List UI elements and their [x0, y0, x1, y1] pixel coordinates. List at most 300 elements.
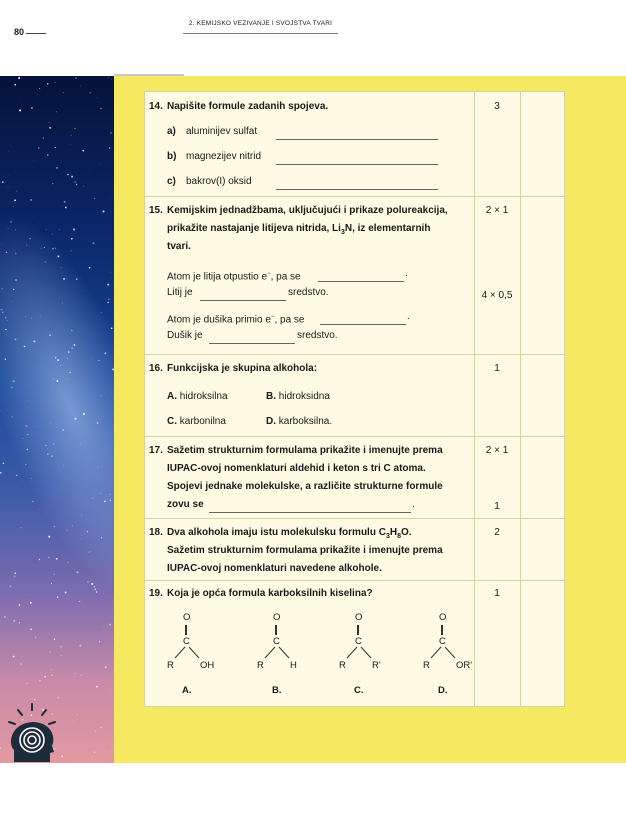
- star: [71, 347, 73, 349]
- star: [51, 675, 52, 676]
- option-b[interactable]: [266, 388, 330, 406]
- star: [55, 147, 56, 148]
- prompt-text: Dva alkohola imaju istu molekulsku formulu C: [167, 527, 386, 538]
- answer-line[interactable]: [318, 281, 404, 282]
- row-divider: [145, 518, 564, 519]
- star: [76, 571, 78, 573]
- star: [31, 478, 32, 479]
- star: [47, 83, 48, 84]
- r-group-label: R: [167, 660, 174, 671]
- item-text: magnezijev nitrid: [186, 151, 262, 162]
- item-letter: c): [167, 176, 176, 187]
- star: [87, 581, 89, 583]
- star: [54, 574, 55, 575]
- option-text: karbonilna: [179, 416, 226, 427]
- question-prompt-line: Sažetim strukturnim formulama prikažite i imenujte prema: [167, 445, 443, 456]
- star: [67, 174, 69, 176]
- star: [52, 234, 53, 235]
- star: [13, 380, 15, 382]
- answer-line[interactable]: [209, 512, 411, 513]
- star: [19, 101, 20, 102]
- thinking-head-icon: [4, 702, 60, 762]
- star: [28, 408, 29, 409]
- star: [48, 536, 50, 538]
- option-text: karboksilna.: [278, 416, 333, 427]
- row-divider: [145, 580, 564, 581]
- star: [97, 422, 99, 424]
- item-letter: a): [167, 126, 176, 137]
- bond-lines: [253, 646, 313, 660]
- question-points: 1: [494, 501, 500, 512]
- answer-line[interactable]: [320, 324, 406, 325]
- star: [57, 255, 59, 257]
- superscript: −: [267, 271, 271, 277]
- fill-text: sredstvo.: [288, 287, 329, 298]
- star: [111, 272, 112, 273]
- star: [81, 515, 82, 516]
- star: [101, 727, 102, 728]
- star: [15, 229, 16, 230]
- star: [10, 221, 12, 223]
- row-divider: [145, 196, 564, 197]
- star: [0, 747, 1, 749]
- star: [35, 637, 36, 638]
- star: [95, 731, 96, 732]
- item-text: aluminijev sulfat: [186, 126, 258, 137]
- question-prompt: Napišite formule zadanih spojeva.: [167, 101, 329, 112]
- fill-text: Atom je litija otpustio e: [167, 271, 268, 283]
- page-number-rule: [26, 33, 46, 34]
- star: [4, 616, 6, 618]
- star: [75, 77, 76, 78]
- star: [81, 675, 82, 676]
- star: [19, 622, 20, 623]
- bond-lines: [419, 646, 479, 660]
- star: [22, 438, 23, 439]
- oxygen-label: O: [183, 612, 191, 623]
- subscript: 3: [385, 533, 390, 540]
- star: [7, 320, 8, 321]
- structure-option-d[interactable]: [419, 608, 479, 698]
- fill-text: Dušik je: [167, 330, 203, 341]
- star: [16, 475, 17, 476]
- star: [56, 558, 58, 560]
- fill-end: .: [407, 311, 410, 322]
- star: [63, 465, 64, 466]
- question-prompt-line: Sažetim strukturnim formulama prikažite i imenujte prema: [167, 545, 443, 556]
- star: [100, 108, 102, 110]
- option-letter: D.: [438, 685, 448, 696]
- star: [44, 247, 45, 248]
- star: [46, 229, 47, 230]
- star: [77, 714, 78, 715]
- star: [94, 588, 96, 590]
- star: [27, 434, 28, 435]
- question-points: 2 × 1: [485, 205, 509, 216]
- fill-end: .: [405, 268, 408, 279]
- star: [98, 360, 99, 361]
- star: [94, 198, 95, 199]
- question-points: 4 × 0,5: [481, 290, 513, 301]
- star: [41, 248, 42, 249]
- star: [30, 602, 32, 604]
- carbon-label: C: [273, 636, 280, 647]
- carbon-label: C: [183, 636, 190, 647]
- star: [100, 165, 101, 166]
- fill-end: .: [412, 499, 415, 510]
- star: [49, 127, 51, 129]
- star: [18, 77, 20, 79]
- star: [56, 380, 58, 382]
- star: [89, 267, 91, 269]
- star: [48, 557, 50, 559]
- star: [94, 751, 96, 753]
- star: [82, 150, 84, 152]
- star: [109, 494, 110, 495]
- star-field: [0, 76, 114, 763]
- double-bond: [185, 625, 187, 635]
- question-number: 18.: [149, 527, 163, 538]
- question-number: 16.: [149, 363, 163, 374]
- option-letter: B.: [266, 391, 276, 402]
- star: [15, 253, 17, 255]
- question-points: 1: [494, 588, 500, 599]
- star: [101, 312, 102, 313]
- question-number: 17.: [149, 445, 163, 456]
- star: [9, 681, 10, 682]
- structure-option-a[interactable]: [163, 608, 223, 698]
- fill-text: , pa se: [274, 314, 305, 326]
- star: [66, 529, 67, 530]
- r-group-label: R: [257, 660, 264, 671]
- star: [69, 372, 70, 373]
- star: [45, 261, 46, 262]
- star: [99, 641, 100, 642]
- star: [44, 676, 46, 678]
- star: [32, 501, 33, 502]
- star: [16, 191, 17, 192]
- star: [27, 683, 28, 684]
- star: [56, 167, 58, 169]
- star: [49, 651, 50, 652]
- star: [27, 449, 29, 451]
- star: [83, 186, 84, 187]
- question-number: 19.: [149, 588, 163, 599]
- star: [8, 228, 9, 229]
- star: [60, 365, 61, 366]
- star: [68, 351, 70, 353]
- star: [33, 161, 34, 162]
- fill-text: , pa se: [270, 271, 301, 283]
- star: [108, 299, 109, 300]
- star: [39, 680, 41, 682]
- fill-text: sredstvo.: [297, 330, 338, 341]
- star: [21, 663, 22, 664]
- star: [110, 132, 112, 134]
- question-points: 1: [494, 363, 500, 374]
- star: [71, 238, 73, 240]
- star: [74, 128, 75, 129]
- star: [111, 198, 112, 199]
- star: [5, 329, 6, 330]
- option-letter: C.: [354, 685, 364, 696]
- star: [102, 466, 103, 467]
- question-number: 14.: [149, 101, 163, 112]
- star: [73, 228, 75, 230]
- star: [104, 500, 106, 502]
- star: [8, 151, 9, 152]
- star: [47, 453, 49, 455]
- star: [12, 416, 13, 417]
- star: [55, 82, 56, 83]
- question-prompt-line: tvari.: [167, 241, 191, 252]
- star: [71, 330, 72, 331]
- star: [83, 413, 85, 415]
- star: [96, 686, 98, 688]
- star: [64, 201, 66, 203]
- star: [111, 751, 112, 752]
- star: [67, 358, 68, 359]
- star: [21, 527, 22, 528]
- star: [11, 387, 13, 389]
- star: [45, 445, 46, 446]
- star: [103, 593, 104, 594]
- star: [13, 301, 14, 302]
- question-prompt: Koja je opća formula karboksilnih kiselina?: [167, 588, 373, 599]
- fill-text: Litij je: [167, 287, 193, 298]
- prompt-text: O.: [400, 527, 412, 538]
- question-number: 15.: [149, 205, 163, 216]
- oxygen-label: O: [273, 612, 281, 623]
- option-c[interactable]: [167, 413, 226, 431]
- carbon-label: C: [355, 636, 362, 647]
- prompt-text: N, iz elementarnih: [344, 223, 431, 234]
- star: [111, 79, 112, 80]
- star: [19, 604, 21, 606]
- star: [54, 526, 55, 527]
- option-d[interactable]: [266, 413, 332, 431]
- star: [6, 252, 7, 253]
- star: [69, 340, 70, 341]
- question-points: 2: [494, 527, 500, 538]
- star: [107, 284, 109, 286]
- star: [75, 676, 76, 677]
- star: [57, 359, 59, 361]
- star: [37, 95, 38, 96]
- star: [67, 379, 68, 380]
- option-letter: D.: [266, 416, 276, 427]
- answer-line[interactable]: [209, 343, 295, 344]
- answer-line[interactable]: [200, 300, 286, 301]
- answer-line[interactable]: [276, 189, 438, 190]
- star: [5, 317, 6, 318]
- star: [40, 316, 41, 317]
- star: [33, 340, 35, 342]
- fill-text: Atom je dušika primio e: [167, 314, 271, 326]
- star: [53, 378, 54, 379]
- star: [13, 206, 14, 207]
- answer-line[interactable]: [276, 164, 438, 165]
- star: [70, 144, 71, 145]
- star: [39, 559, 40, 560]
- question-points: 2 × 1: [485, 445, 509, 456]
- option-text: hidroksilna: [179, 391, 228, 402]
- star: [15, 338, 17, 340]
- star: [51, 583, 52, 584]
- star: [8, 187, 9, 188]
- star: [105, 666, 107, 668]
- star: [91, 359, 92, 360]
- star: [60, 646, 62, 648]
- double-bond: [357, 625, 359, 635]
- question-prompt-line: Spojevi jednake molekulske, a različite strukturne formule: [167, 481, 443, 492]
- star: [50, 424, 51, 425]
- star: [13, 620, 15, 622]
- star: [92, 497, 93, 498]
- substituent-label: OH: [200, 660, 215, 671]
- star: [13, 656, 15, 658]
- star: [100, 493, 101, 494]
- star: [71, 176, 73, 178]
- star: [13, 289, 14, 290]
- star: [2, 312, 3, 313]
- option-letter: B.: [272, 685, 282, 696]
- star: [73, 721, 74, 722]
- page-number: 80: [14, 27, 25, 37]
- star: [67, 562, 68, 563]
- star: [52, 248, 54, 250]
- question-points: 3: [494, 101, 500, 112]
- star: [81, 539, 82, 540]
- option-text: hidroksidna: [278, 391, 330, 402]
- star: [72, 526, 73, 527]
- star: [62, 303, 63, 304]
- carbon-label: C: [439, 636, 446, 647]
- answer-line[interactable]: [276, 139, 438, 140]
- star: [26, 245, 27, 246]
- running-header: 2. KEMIJSKO VEZIVANJE I SVOJSTVA TVARI: [188, 20, 333, 27]
- star: [79, 601, 80, 602]
- star: [109, 624, 111, 626]
- star: [101, 395, 102, 396]
- star: [49, 122, 50, 123]
- star: [61, 755, 63, 757]
- star: [89, 552, 90, 553]
- structure-option-b[interactable]: [253, 608, 313, 698]
- star: [108, 595, 109, 596]
- option-letter: C.: [167, 416, 177, 427]
- star: [2, 181, 4, 183]
- star: [111, 327, 113, 329]
- row-divider: [145, 354, 564, 355]
- star: [55, 248, 56, 249]
- star: [74, 181, 76, 183]
- star: [3, 462, 5, 464]
- superscript: −: [270, 314, 275, 320]
- star: [5, 358, 7, 360]
- substituent-label: R': [372, 660, 381, 671]
- bond-lines: [335, 646, 395, 660]
- star: [51, 669, 52, 670]
- r-group-label: R: [339, 660, 346, 671]
- star: [57, 596, 58, 597]
- star: [54, 638, 55, 639]
- star: [62, 429, 64, 431]
- star: [31, 107, 33, 109]
- subscript: 8: [397, 533, 401, 540]
- star: [65, 591, 67, 593]
- star: [29, 401, 30, 402]
- question-table: [144, 91, 565, 707]
- star: [87, 531, 88, 532]
- star: [14, 199, 16, 201]
- question-prompt-line: Kemijskim jednadžbama, uključujući i prikaze polureakcija,: [167, 205, 448, 216]
- star: [52, 183, 53, 184]
- space-image: [0, 76, 114, 763]
- star: [43, 137, 44, 138]
- structure-option-c[interactable]: [335, 608, 395, 698]
- option-letter: A.: [182, 685, 192, 696]
- question-prompt-line: zovu se: [167, 499, 204, 510]
- oxygen-label: O: [439, 612, 447, 623]
- star: [101, 537, 102, 538]
- star: [0, 309, 2, 311]
- star: [19, 109, 21, 111]
- oxygen-label: O: [355, 612, 363, 623]
- star: [30, 628, 32, 630]
- star: [103, 626, 104, 627]
- star: [31, 318, 32, 319]
- star: [56, 111, 57, 112]
- prompt-text: H: [389, 527, 398, 538]
- option-a[interactable]: [167, 388, 228, 406]
- item-text: bakrov(I) oksid: [186, 176, 252, 187]
- star: [53, 443, 55, 445]
- star: [104, 352, 106, 354]
- star: [57, 697, 59, 699]
- star: [51, 455, 53, 457]
- star: [47, 448, 48, 449]
- score-column-divider: [520, 92, 521, 706]
- star: [30, 199, 32, 201]
- question-prompt-line: [167, 220, 430, 242]
- star: [110, 689, 111, 690]
- star: [25, 316, 26, 317]
- star: [74, 418, 76, 420]
- star: [14, 576, 16, 578]
- star: [1, 244, 2, 245]
- star: [107, 302, 109, 304]
- substituent-label: H: [290, 660, 297, 671]
- star: [17, 487, 18, 488]
- star: [49, 334, 50, 335]
- star: [1, 288, 3, 290]
- option-letter: A.: [167, 391, 177, 402]
- subscript: 3: [340, 229, 345, 236]
- double-bond: [441, 625, 443, 635]
- star: [24, 346, 26, 348]
- prompt-text: prikažite nastajanje litijeva nitrida, Li: [167, 223, 341, 234]
- star: [80, 444, 81, 445]
- star: [98, 467, 99, 468]
- star: [91, 583, 93, 585]
- star: [28, 594, 29, 595]
- star: [39, 509, 40, 510]
- bond-lines: [163, 646, 223, 660]
- question-prompt-line: IUPAC-ovoj nomenklaturi navedene alkohole.: [167, 563, 382, 574]
- star: [37, 426, 38, 427]
- star: [47, 154, 48, 155]
